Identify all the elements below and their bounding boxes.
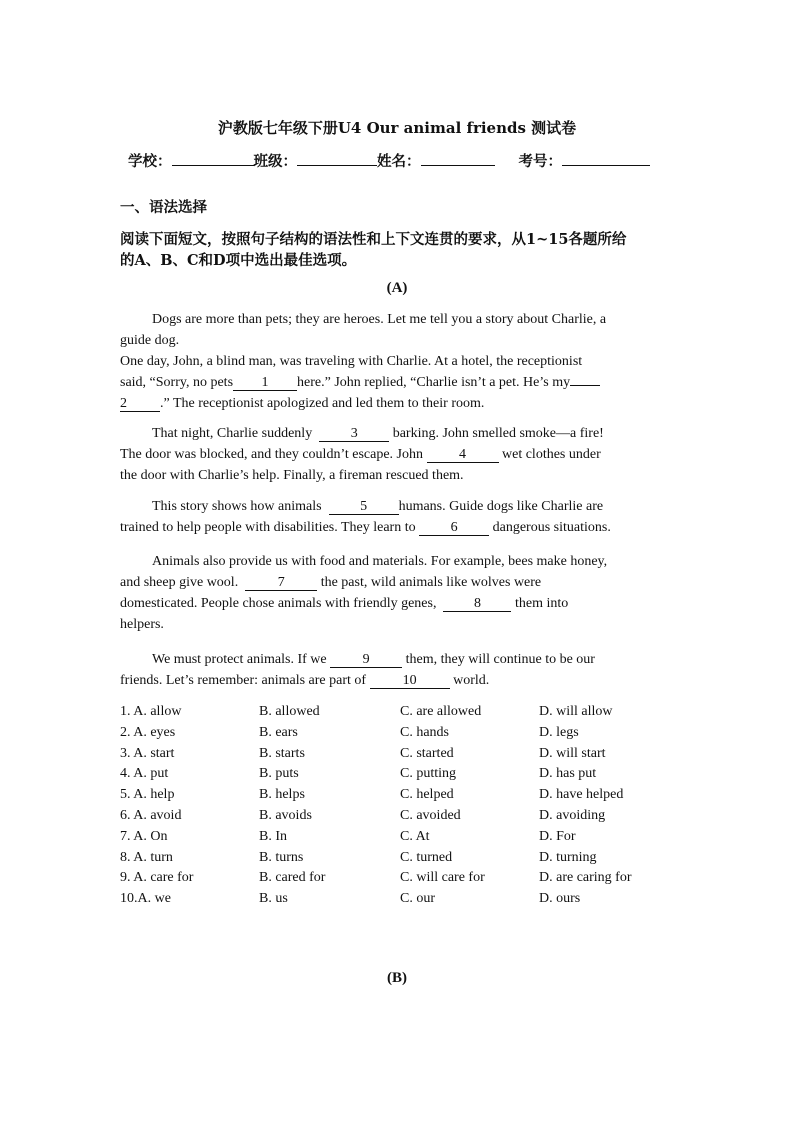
class-blank[interactable] — [297, 151, 377, 166]
option-9-B[interactable]: B. cared for — [259, 870, 326, 886]
passage-line — [120, 520, 611, 536]
option-8-B[interactable]: B. turns — [259, 849, 304, 865]
blank-9[interactable]: 9 — [330, 653, 402, 668]
passage-text: We must protect animals. If we — [152, 652, 327, 667]
blank-5[interactable]: 5 — [329, 500, 399, 515]
part-a-heading: (A) — [386, 280, 408, 296]
option-7-D[interactable]: D. For — [539, 828, 576, 844]
passage-line: the door with Charlie’s help. Finally, a fireman rescued them. — [120, 468, 464, 483]
option-8-A[interactable]: 8. A. turn — [120, 849, 173, 865]
blank-2[interactable]: 2 — [120, 397, 160, 412]
option-10-D[interactable]: D. ours — [539, 891, 581, 907]
passage-text: dangerous situations. — [492, 520, 611, 535]
option-3-C[interactable]: C. started — [400, 745, 454, 761]
passage-line — [152, 652, 595, 668]
passage-text: friends. Let’s remember: animals are part of — [120, 673, 367, 688]
passage-line: Dogs are more than pets; they are heroes. Let me tell you a story about Charlie, a — [152, 312, 607, 327]
passage-line: One day, John, a blind man, was traveling with Charlie. At a hotel, the receptionist — [120, 354, 583, 369]
passage-text: The door was blocked, and they couldn’t escape. John — [120, 447, 423, 462]
blank-8[interactable]: 8 — [443, 597, 511, 612]
passage-text: That night, Charlie suddenly — [152, 426, 313, 441]
passage-text: barking. John smelled smoke—a fire! — [392, 426, 604, 441]
option-6-D[interactable]: D. avoiding — [539, 808, 606, 823]
option-5-D[interactable]: D. have helped — [539, 787, 624, 803]
passage-text: wet clothes under — [502, 447, 601, 462]
option-3-B[interactable]: B. starts — [259, 745, 305, 761]
passage-text: domesticated. People chose animals with friendly genes, — [120, 596, 437, 611]
school-label: 学校： — [128, 153, 172, 170]
option-4-C[interactable]: C. putting — [400, 766, 457, 782]
option-9-A[interactable]: 9. A. care for — [120, 870, 194, 886]
passage-line — [120, 375, 600, 391]
option-1-B[interactable]: B. allowed — [259, 704, 320, 719]
passage-text: said, “Sorry, no pets — [120, 375, 234, 390]
page-title: 沪教版七年级下册U4 Our animal friends 测试卷 — [217, 119, 577, 137]
option-2-A[interactable]: 2. A. eyes — [120, 724, 176, 740]
blank-3[interactable]: 3 — [319, 427, 389, 442]
option-9-C[interactable]: C. will care for — [400, 870, 485, 886]
passage-text: them, they will continue to be our — [405, 652, 595, 667]
passage-line — [152, 499, 603, 515]
option-4-A[interactable]: 4. A. put — [120, 766, 169, 782]
passage-line: helpers. — [120, 617, 164, 632]
passage-text: the past, wild animals like wolves were — [320, 575, 542, 590]
passage-text: them into — [514, 596, 569, 611]
passage-line — [120, 396, 484, 412]
blank-7[interactable]: 7 — [245, 576, 317, 591]
instruction-line-1: 阅读下面短文，按照句子结构的语法性和上下文连贯的要求，从1~15各题所给 — [120, 231, 627, 248]
passage-line — [120, 575, 541, 591]
class-label: 班级： — [253, 153, 297, 170]
option-2-C[interactable]: C. hands — [400, 724, 449, 740]
option-8-C[interactable]: C. turned — [400, 849, 453, 865]
blank-4[interactable]: 4 — [427, 448, 499, 463]
option-6-A[interactable]: 6. A. avoid — [120, 808, 182, 823]
blank-2-start — [570, 385, 600, 386]
passage-text: world. — [453, 673, 490, 688]
option-7-A[interactable]: 7. A. On — [120, 828, 168, 844]
passage-line — [120, 447, 601, 463]
name-blank[interactable] — [421, 151, 495, 166]
option-10-C[interactable]: C. our — [400, 891, 435, 907]
option-8-D[interactable]: D. turning — [539, 849, 597, 865]
passage-line — [120, 673, 489, 689]
option-9-D[interactable]: D. are caring for — [539, 870, 632, 886]
passage-line — [152, 426, 604, 442]
exam-number-label: 考号： — [518, 153, 562, 170]
passage-text: humans. Guide dogs like Charlie are — [398, 499, 604, 514]
option-1-A[interactable]: 1. A. allow — [120, 704, 182, 719]
instruction-line-2: 的A、B、C和D项中选出最佳选项。 — [120, 252, 357, 269]
school-blank[interactable] — [172, 151, 254, 166]
option-2-D[interactable]: D. legs — [539, 724, 579, 740]
name-label: 姓名： — [377, 153, 421, 170]
option-4-B[interactable]: B. puts — [259, 766, 299, 782]
passage-text: This story shows how animals — [152, 499, 322, 514]
exam-number-blank[interactable] — [562, 151, 650, 166]
passage-line: Animals also provide us with food and materials. For example, bees make honey, — [152, 554, 608, 569]
option-2-B[interactable]: B. ears — [259, 724, 298, 740]
blank-6[interactable]: 6 — [419, 521, 489, 536]
option-5-B[interactable]: B. helps — [259, 787, 305, 803]
part-b-heading: (B) — [387, 970, 407, 986]
section-heading: 一、语法选择 — [120, 199, 207, 216]
option-7-B[interactable]: B. In — [259, 828, 287, 844]
passage-text: and sheep give wool. — [120, 575, 239, 590]
option-6-B[interactable]: B. avoids — [259, 808, 312, 823]
blank-1[interactable]: 1 — [233, 376, 297, 391]
option-5-C[interactable]: C. helped — [400, 787, 454, 803]
option-10-B[interactable]: B. us — [259, 891, 288, 907]
option-6-C[interactable]: C. avoided — [400, 808, 461, 823]
option-3-A[interactable]: 3. A. start — [120, 745, 175, 761]
blank-10[interactable]: 10 — [370, 674, 450, 689]
option-10-A[interactable]: 10.A. we — [120, 891, 171, 907]
option-5-A[interactable]: 5. A. help — [120, 787, 175, 803]
option-1-C[interactable]: C. are allowed — [400, 704, 482, 719]
option-7-C[interactable]: C. At — [400, 828, 430, 844]
option-1-D[interactable]: D. will allow — [539, 704, 613, 719]
passage-text: here.” John replied, “Charlie isn’t a pet. He’s my — [297, 375, 571, 390]
option-3-D[interactable]: D. will start — [539, 745, 606, 761]
passage-text: .” The receptionist apologized and led them to their room. — [160, 396, 485, 411]
passage-line — [120, 596, 568, 612]
option-4-D[interactable]: D. has put — [539, 766, 597, 782]
passage-line: guide dog. — [120, 333, 180, 348]
passage-text: trained to help people with disabilities. They learn to — [120, 520, 416, 535]
student-info-line — [128, 150, 650, 171]
